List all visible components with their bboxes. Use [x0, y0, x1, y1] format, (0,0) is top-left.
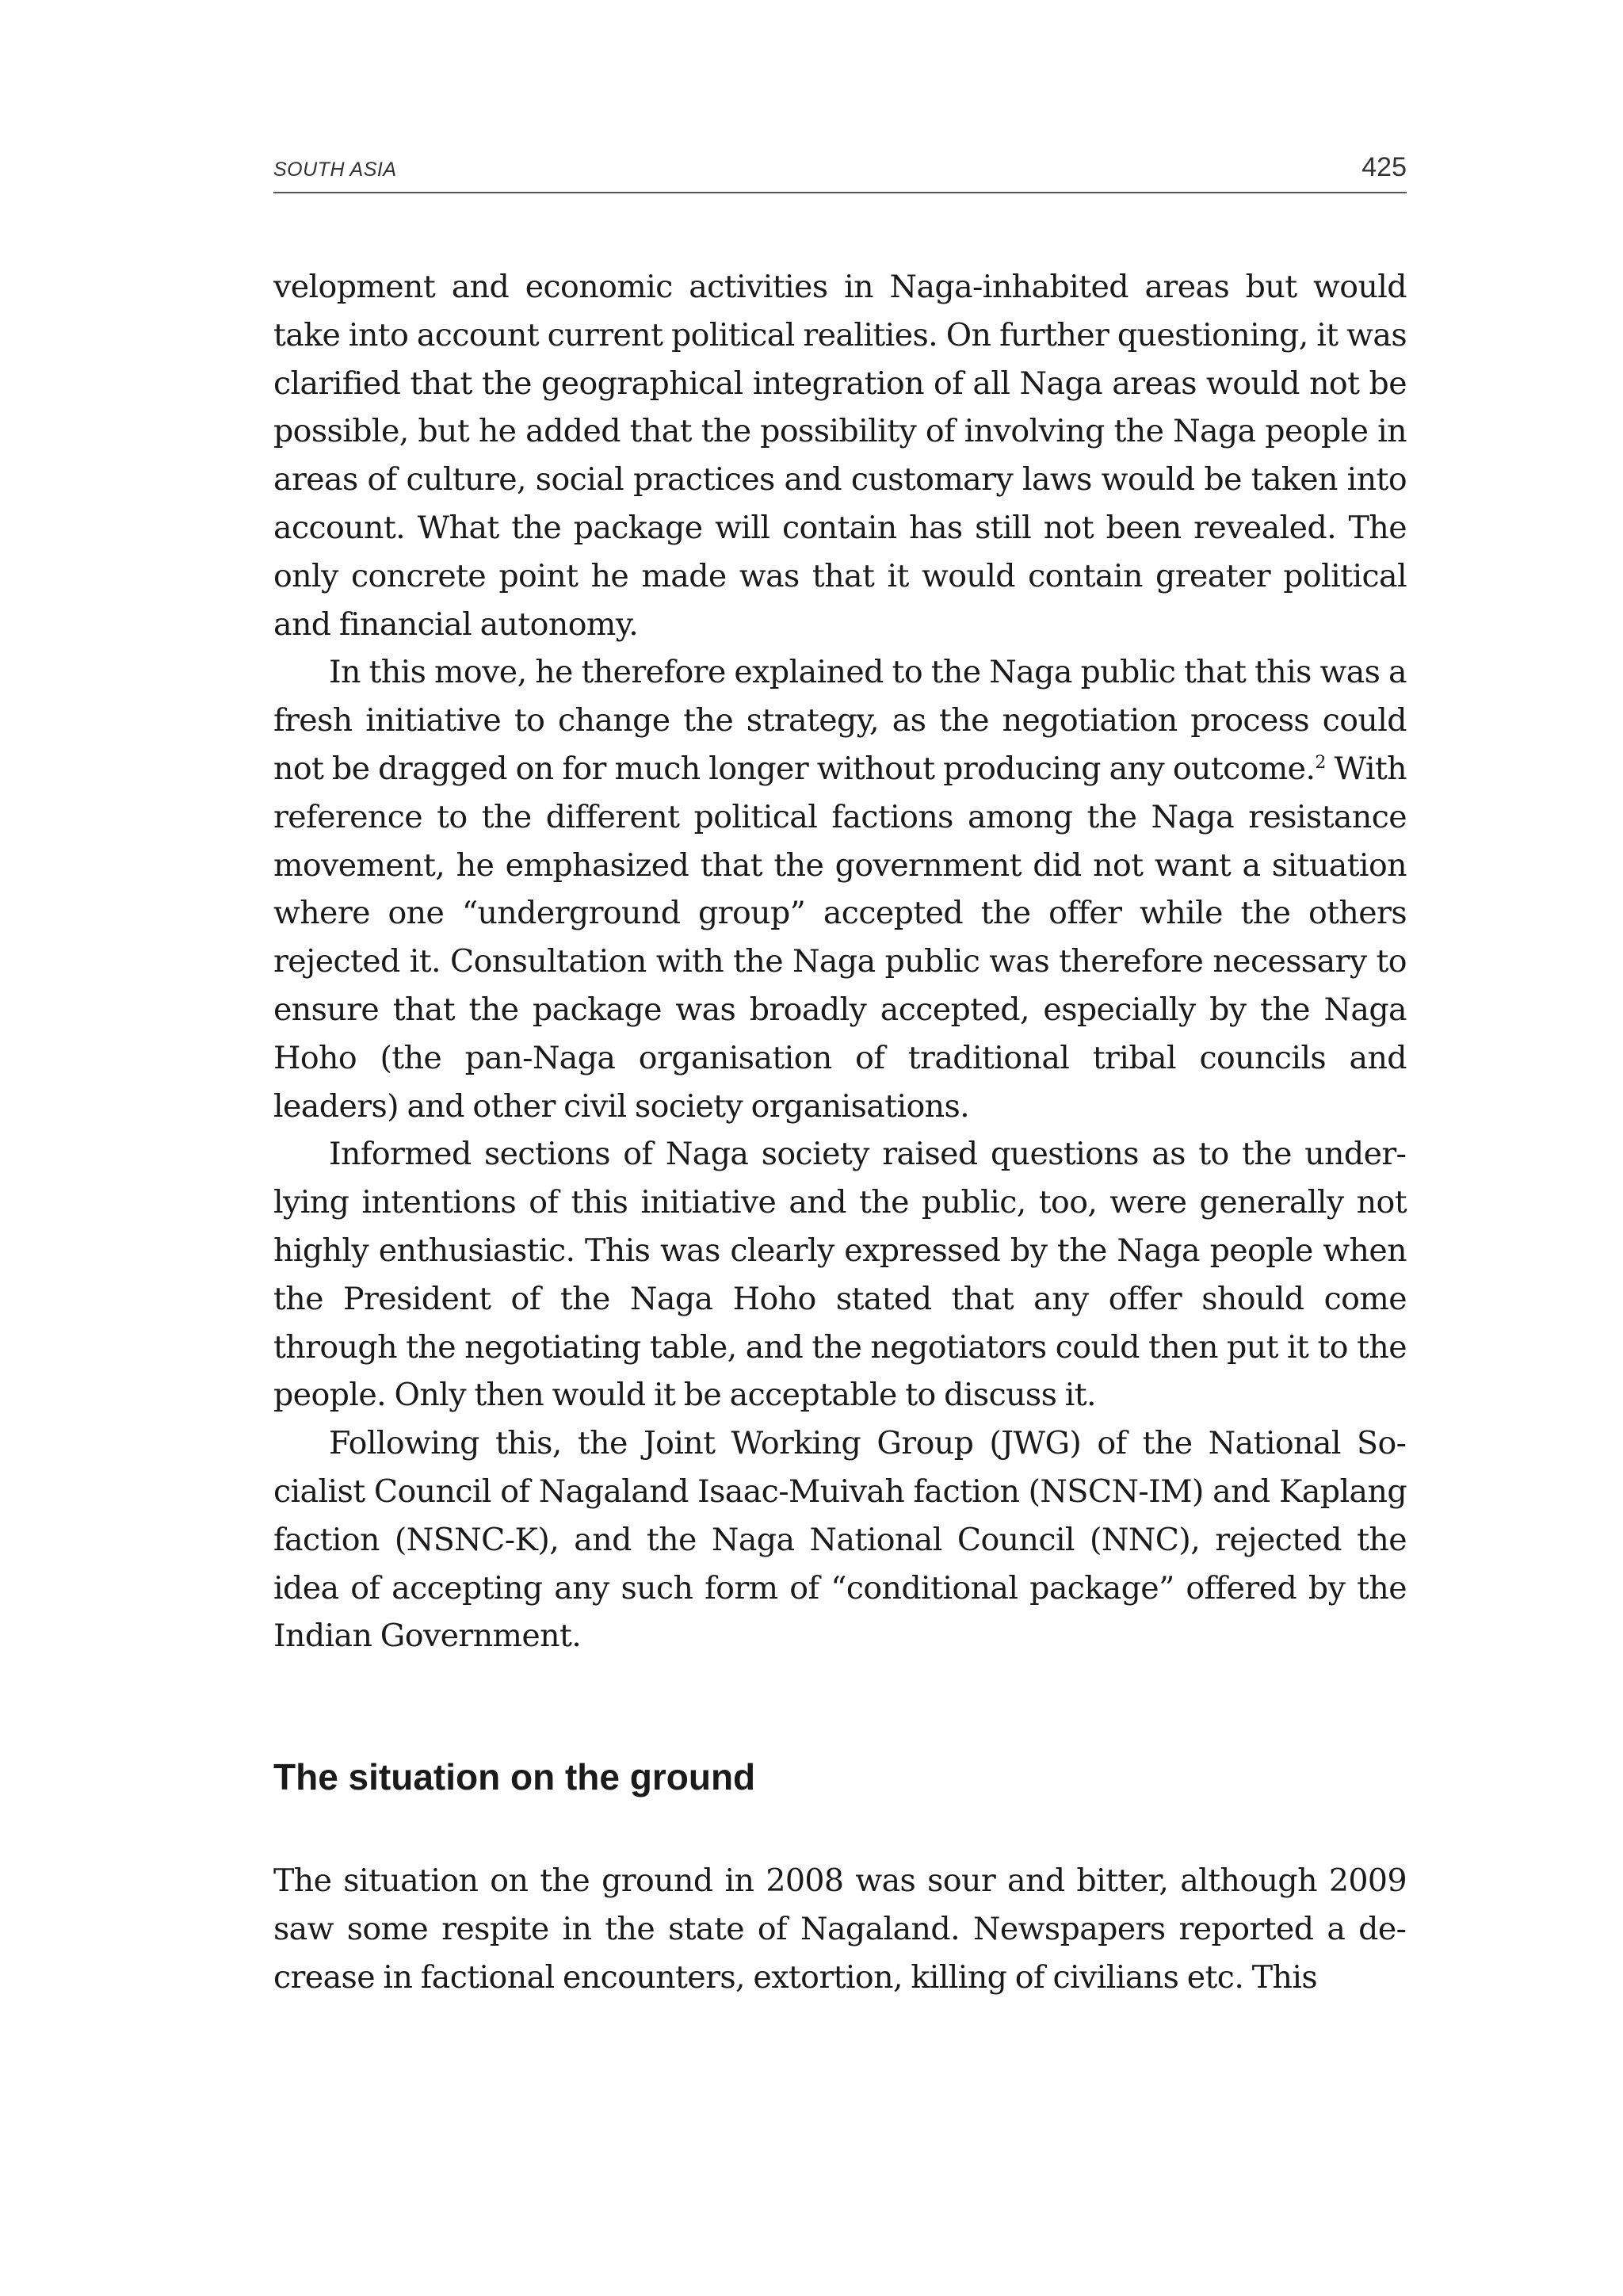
section-heading: The situation on the ground [273, 1756, 756, 1797]
paragraph: The situation on the ground in 2008 was sour and bitter, although 2009 saw some respite in the state of Nagaland. Newspapers reported a decrease in factional encounters, extortion, killing of civilians etc. This [273, 1862, 1407, 1996]
paragraph-continuation: velopment and economic activities in Naga-inhabited areas but would take into account current political realities. On further questioning, it was clarified that the geographical integration of all Naga areas would not be possible, but he added that the possibility of involving the Naga people in areas of culture, social practices and customary laws would be taken into account. What the package will contain has still not been revealed. The only concrete point he made was that it would contain greater political and financial autonomy. [273, 269, 1407, 643]
paragraph: Following this, the Joint Working Group (JWG) of the National Socialist Council of Nagaland Isaac-Muivah faction (NSCN-IM) and Kaplang faction (NSNC-K), and the Naga National Council (NNC), rejected the idea of accepting any such form of “conditional package” offered by the Indian Government. [273, 1425, 1407, 1655]
section-body [273, 1857, 1407, 2001]
document-page [273, 0, 1407, 2296]
page-number: 425 [1361, 152, 1407, 182]
footnote-reference[interactable]: 2 [1315, 752, 1326, 773]
paragraph [273, 648, 1407, 1130]
running-header [273, 151, 1407, 193]
body-text [273, 263, 1407, 1660]
running-title: SOUTH ASIA [273, 159, 397, 181]
paragraph-text: With reference to the different political factions among the Naga resistance movement, he emphasized that the government did not want a situation where one “underground group” accepted the offer while the others rejected it. Consultation with the Naga public was therefore necessary to ensure that the package was broadly accepted, especially by the Naga Hoho (the pan-Naga organisation of traditional tribal councils and leaders) and other civil society organisations. [273, 750, 1407, 1125]
paragraph-text: In this move, he therefore explained to the Naga public that this was a fresh initiative to change the strategy, as the negotiation process could not be dragged on for much longer without producing any outcome. [273, 654, 1407, 787]
paragraph: Informed sections of Naga society raised questions as to the underlying intentions of this initiative and the public, too, were generally not highly enthusiastic. This was clearly expressed by the Naga people when the President of the Naga Hoho stated that any offer should come through the negotiating table, and the negotiators could then put it to the people. Only then would it be acceptable to discuss it. [273, 1136, 1407, 1414]
